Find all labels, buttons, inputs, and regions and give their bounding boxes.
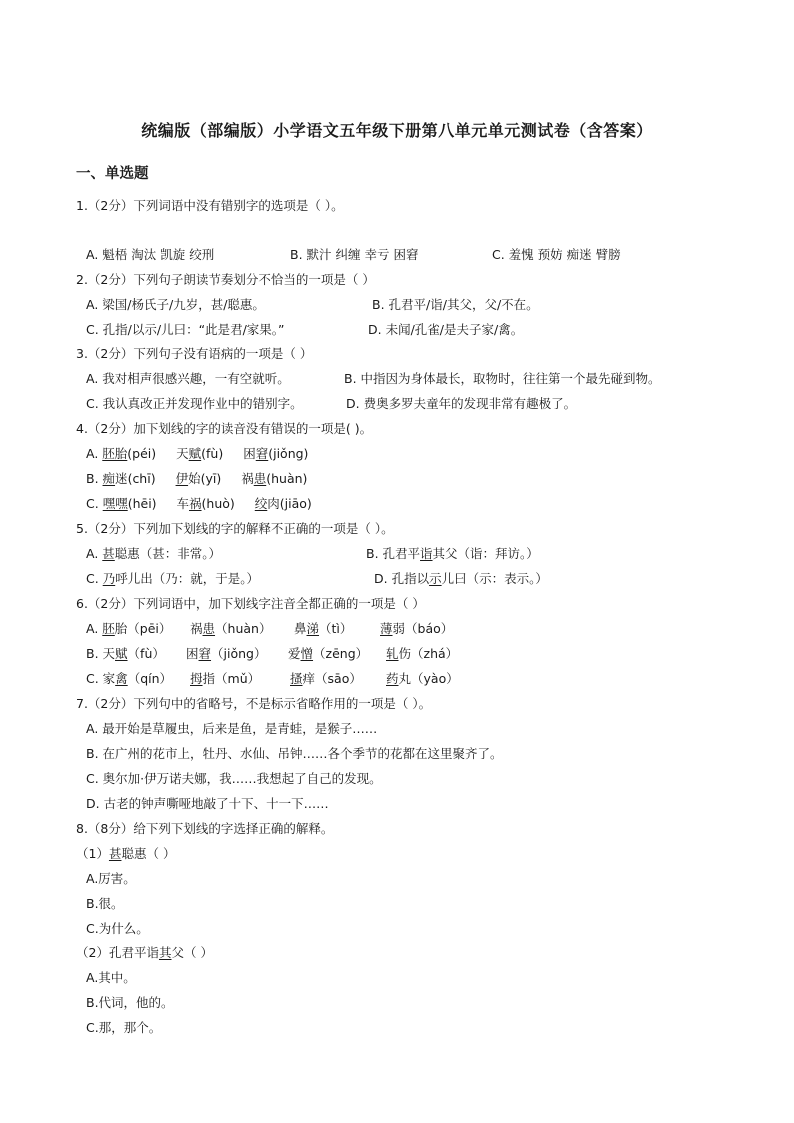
underlined-char: 拇 [190, 671, 203, 686]
underlined-char: 诣 [420, 546, 433, 561]
pinyin: (péi) [127, 446, 157, 461]
q8-1-option-c: C.为什么。 [86, 921, 149, 936]
section-heading: 一、单选题 [76, 166, 149, 182]
q4-option-a [86, 446, 308, 462]
q2-option-b: B. 孔君平/诣/其父，父/不在。 [372, 297, 539, 312]
underlined-char: 其 [158, 945, 172, 960]
pinyin: （qín） [127, 671, 173, 686]
option-text: 其父（诣：拜访。） [432, 546, 539, 561]
underlined-char: 憎 [300, 646, 314, 661]
question-7-stem: 7.（2分）下列句中的省略号，不是标示省略作用的一项是（ ）。 [76, 696, 432, 711]
page-title: 统编版（部编版）小学语文五年级下册第八单元单元测试卷（含答案） [141, 121, 653, 140]
q5-option-b [366, 546, 539, 562]
sub-number: （1） [76, 846, 109, 861]
pinyin: （huàn） [215, 621, 272, 636]
pinyin: 伤（zhá） [398, 646, 459, 661]
option-text: 儿曰（示：表示。） [441, 571, 548, 586]
underlined-char: 搔 [290, 671, 303, 686]
question-6-stem: 6.（2分）下列词语中，加下划线字注音全都正确的一项是（ ） [76, 596, 425, 611]
pinyin: (chī) [127, 471, 156, 486]
word-part: 迷 [115, 471, 128, 486]
question-4-stem: 4.（2分）加下划线的字的读音没有错误的一项是( )。 [76, 421, 373, 436]
underlined-char: 伊 [175, 471, 189, 486]
underlined-char: 薄 [380, 621, 393, 636]
option-text: 聪惠（甚：非常。） [114, 546, 222, 561]
option-letter: B. [86, 471, 103, 486]
pinyin: （zēng） [313, 646, 369, 661]
word-part: 爱 [288, 646, 301, 661]
option-letter: A. [86, 446, 103, 461]
underlined-char: 窘 [198, 646, 212, 661]
word-part: 祸 [241, 471, 254, 486]
pinyin: (huò) [201, 496, 235, 511]
q2-option-d: D. 未闻/孔雀/是夫子家/禽。 [368, 322, 524, 337]
option-letter: D. 孔指以 [374, 571, 430, 586]
q3-option-c: C. 我认真改正并发现作业中的错别字。 [86, 396, 303, 411]
underlined-char: 祸 [189, 496, 202, 511]
question-5-stem: 5.（2分）下列加下划线的字的解释不正确的一项是（ ）。 [76, 521, 394, 536]
underlined-char: 赋 [188, 446, 202, 461]
underlined-char: 药 [386, 671, 399, 686]
option-letter: A. [86, 546, 103, 561]
word-part: 肉 [267, 496, 280, 511]
pinyin: 胎（pēi） [114, 621, 172, 636]
q1-option-b: B. 默汁 纠缠 幸亏 困窘 [290, 247, 419, 262]
q7-option-c: C. 奥尔加·伊万诺夫娜，我……我想起了自己的发现。 [86, 771, 382, 786]
option-letter: B. 天 [86, 646, 116, 661]
pinyin: 弱（báo） [392, 621, 454, 636]
pinyin: 指（mǔ） [202, 671, 261, 686]
q7-option-d: D. 古老的钟声嘶哑地敲了十下、十一下…… [86, 796, 329, 811]
question-8-stem: 8.（8分）给下列下划线的字选择正确的解释。 [76, 821, 334, 836]
q3-option-a: A. 我对相声很感兴趣，一有空就听。 [86, 371, 290, 386]
question-1-stem: 1.（2分）下列词语中没有错别字的选项是（ ）。 [76, 198, 344, 213]
q8-2-option-c: C.那，那个。 [86, 1020, 162, 1035]
underlined-char: 嘿嘿 [102, 496, 128, 511]
q3-option-d: D. 费奥多罗夫童年的发现非常有趣极了。 [346, 396, 577, 411]
pinyin: （jiǒng） [211, 646, 267, 661]
option-text: 呼儿出（乃：就，于是。） [115, 571, 259, 586]
sub-text: 父（ ） [171, 945, 213, 960]
q7-option-b: B. 在广州的花市上，牡丹、水仙、吊钟……各个季节的花都在这里聚齐了。 [86, 746, 503, 761]
q8-1-option-a: A.厉害。 [86, 871, 136, 886]
underlined-char: 禽 [115, 671, 128, 686]
q8-sub-2 [76, 945, 213, 961]
pinyin: (jiǒng) [268, 446, 309, 461]
pinyin: （fù） [127, 646, 165, 661]
q2-option-c: C. 孔指/以示/儿曰：“此是君/家果。” [86, 322, 285, 337]
pinyin: 痒（sāo） [302, 671, 362, 686]
pinyin: (yī) [200, 471, 222, 486]
pinyin: (jiāo) [279, 496, 312, 511]
q5-option-d [374, 571, 548, 587]
pinyin: (huàn) [266, 471, 308, 486]
word-part: 困 [186, 646, 199, 661]
pinyin: (fù) [201, 446, 224, 461]
underlined-char: 窘 [255, 446, 269, 461]
word-part: 始 [188, 471, 201, 486]
option-letter: C. [86, 496, 103, 511]
pinyin: 丸（yào） [398, 671, 459, 686]
q4-option-b [86, 471, 307, 487]
option-letter: C. 家 [86, 671, 116, 686]
question-2-stem: 2.（2分）下列句子朗读节奏划分不恰当的一项是（ ） [76, 272, 375, 287]
underlined-char: 患 [253, 471, 267, 486]
pinyin: （tì） [319, 621, 353, 636]
underlined-char: 胚胎 [102, 446, 128, 461]
underlined-char: 胚 [102, 621, 115, 636]
q8-sub-1 [76, 846, 175, 862]
word-part: 鼻 [294, 621, 307, 636]
option-letter: A. [86, 621, 103, 636]
underlined-char: 涕 [306, 621, 320, 636]
word-part: 祸 [190, 621, 203, 636]
q3-option-b: B. 中指因为身体最长，取物时，往往第一个最先碰到物。 [344, 371, 661, 386]
option-letter: B. 孔君平 [366, 546, 421, 561]
underlined-char: 甚 [108, 846, 122, 861]
underlined-char: 痴 [102, 471, 116, 486]
underlined-char: 示 [429, 571, 442, 586]
q5-option-c [86, 571, 259, 587]
pinyin: (hēi) [127, 496, 157, 511]
question-3-stem: 3.（2分）下列句子没有语病的一项是（ ） [76, 346, 313, 361]
sub-text: 聪惠（ ） [121, 846, 176, 861]
q8-1-option-b: B.很。 [86, 896, 124, 911]
q5-option-a [86, 546, 221, 562]
underlined-char: 绞 [254, 496, 268, 511]
q2-option-a: A. 梁国/杨氏子/九岁，甚/聪惠。 [86, 297, 265, 312]
underlined-char: 轧 [386, 646, 399, 661]
word-part: 困 [243, 446, 256, 461]
q8-2-option-a: A.其中。 [86, 970, 136, 985]
underlined-char: 甚 [102, 546, 115, 561]
q7-option-a: A. 最开始是草履虫，后来是鱼，是青蛙，是猴子…… [86, 721, 378, 736]
q8-2-option-b: B.代词，他的。 [86, 995, 174, 1010]
word-part: 天 [176, 446, 189, 461]
underlined-char: 患 [202, 621, 216, 636]
underlined-char: 赋 [115, 646, 128, 661]
q1-option-c: C. 羞愧 预妨 痴迷 臂膀 [492, 247, 621, 262]
underlined-char: 乃 [102, 571, 116, 586]
q1-option-a: A. 魁梧 淘汰 凯旋 绞刑 [86, 247, 215, 262]
word-part: 车 [176, 496, 190, 511]
option-letter: C. [86, 571, 103, 586]
q4-option-c [86, 496, 312, 512]
sub-number: （2）孔君平诣 [76, 945, 159, 960]
